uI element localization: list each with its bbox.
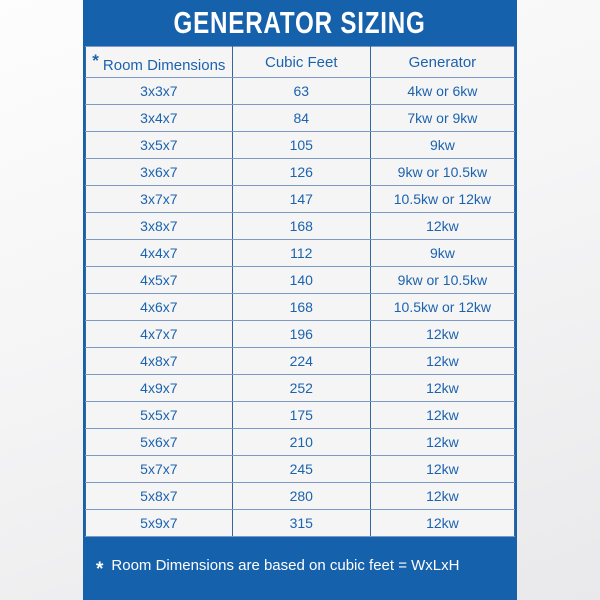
table-cell: 12kw: [370, 510, 514, 537]
table-row: [86, 321, 515, 348]
title-banner: [83, 0, 517, 46]
table-row: [86, 483, 515, 510]
table-cell: 12kw: [370, 429, 514, 456]
table-cell: 12kw: [370, 483, 514, 510]
table-row: [86, 159, 515, 186]
table-cell: 252: [232, 375, 370, 402]
table-row: [86, 348, 515, 375]
table-cell: 12kw: [370, 456, 514, 483]
table-cell: 9kw: [370, 240, 514, 267]
sizing-table: [85, 46, 515, 537]
table-cell: 4x9x7: [86, 375, 233, 402]
generator-sizing-panel: [83, 0, 517, 600]
page-title: GENERATOR SIZING: [173, 5, 427, 40]
table-cell: 12kw: [370, 213, 514, 240]
table-cell: 5x7x7: [86, 456, 233, 483]
table-cell: 3x8x7: [86, 213, 233, 240]
table-row: [86, 213, 515, 240]
table-cell: 9kw or 10.5kw: [370, 267, 514, 294]
table-cell: 9kw or 10.5kw: [370, 159, 514, 186]
table-cell: 10.5kw or 12kw: [370, 186, 514, 213]
table-cell: 12kw: [370, 402, 514, 429]
table-cell: 280: [232, 483, 370, 510]
table-cell: 4x4x7: [86, 240, 233, 267]
table-row: [86, 240, 515, 267]
table-cell: 3x3x7: [86, 78, 233, 105]
table-cell: 126: [232, 159, 370, 186]
table-cell: 5x9x7: [86, 510, 233, 537]
table-cell: 175: [232, 402, 370, 429]
footnote-bar: * Room Dimensions are based on cubic feet = WxLxH: [96, 557, 460, 580]
table-header-row: [86, 47, 515, 78]
table-row: [86, 429, 515, 456]
table-cell: 7kw or 9kw: [370, 105, 514, 132]
table-cell: 4x5x7: [86, 267, 233, 294]
table-cell: 3x5x7: [86, 132, 233, 159]
table-row: [86, 402, 515, 429]
table-cell: 12kw: [370, 348, 514, 375]
table-cell: 4x6x7: [86, 294, 233, 321]
table-cell: 245: [232, 456, 370, 483]
table-row: [86, 78, 515, 105]
table-cell: 10.5kw or 12kw: [370, 294, 514, 321]
table-cell: 4x7x7: [86, 321, 233, 348]
table-cell: 4kw or 6kw: [370, 78, 514, 105]
table-row: [86, 105, 515, 132]
header-generator: Generator: [370, 47, 514, 78]
table-cell: 140: [232, 267, 370, 294]
sizing-table-container: [85, 46, 515, 537]
table-cell: 5x6x7: [86, 429, 233, 456]
table-row: [86, 267, 515, 294]
table-cell: 168: [232, 294, 370, 321]
table-cell: 12kw: [370, 321, 514, 348]
table-cell: 105: [232, 132, 370, 159]
table-row: [86, 456, 515, 483]
table-cell: 112: [232, 240, 370, 267]
table-cell: 84: [232, 105, 370, 132]
footnote-asterisk-marker: *: [92, 50, 99, 70]
table-cell: 12kw: [370, 375, 514, 402]
table-cell: 9kw: [370, 132, 514, 159]
table-cell: 63: [232, 78, 370, 105]
table-body: [86, 78, 515, 537]
table-cell: 5x5x7: [86, 402, 233, 429]
table-row: [86, 294, 515, 321]
table-cell: 3x6x7: [86, 159, 233, 186]
table-row: [86, 510, 515, 537]
table-cell: 4x8x7: [86, 348, 233, 375]
table-cell: 168: [232, 213, 370, 240]
table-cell: 224: [232, 348, 370, 375]
footnote-text: Room Dimensions are based on cubic feet = WxLxH: [111, 557, 460, 574]
table-row: [86, 186, 515, 213]
table-cell: 3x4x7: [86, 105, 233, 132]
table-cell: 5x8x7: [86, 483, 233, 510]
table-row: [86, 375, 515, 402]
table-row: [86, 132, 515, 159]
table-cell: 210: [232, 429, 370, 456]
header-room-dimensions-label: Room Dimensions: [102, 56, 226, 74]
header-cubic-feet: Cubic Feet: [232, 47, 370, 78]
table-cell: 196: [232, 321, 370, 348]
table-cell: 147: [232, 186, 370, 213]
table-cell: 315: [232, 510, 370, 537]
header-room-dimensions: [86, 47, 233, 78]
table-cell: 3x7x7: [86, 186, 233, 213]
